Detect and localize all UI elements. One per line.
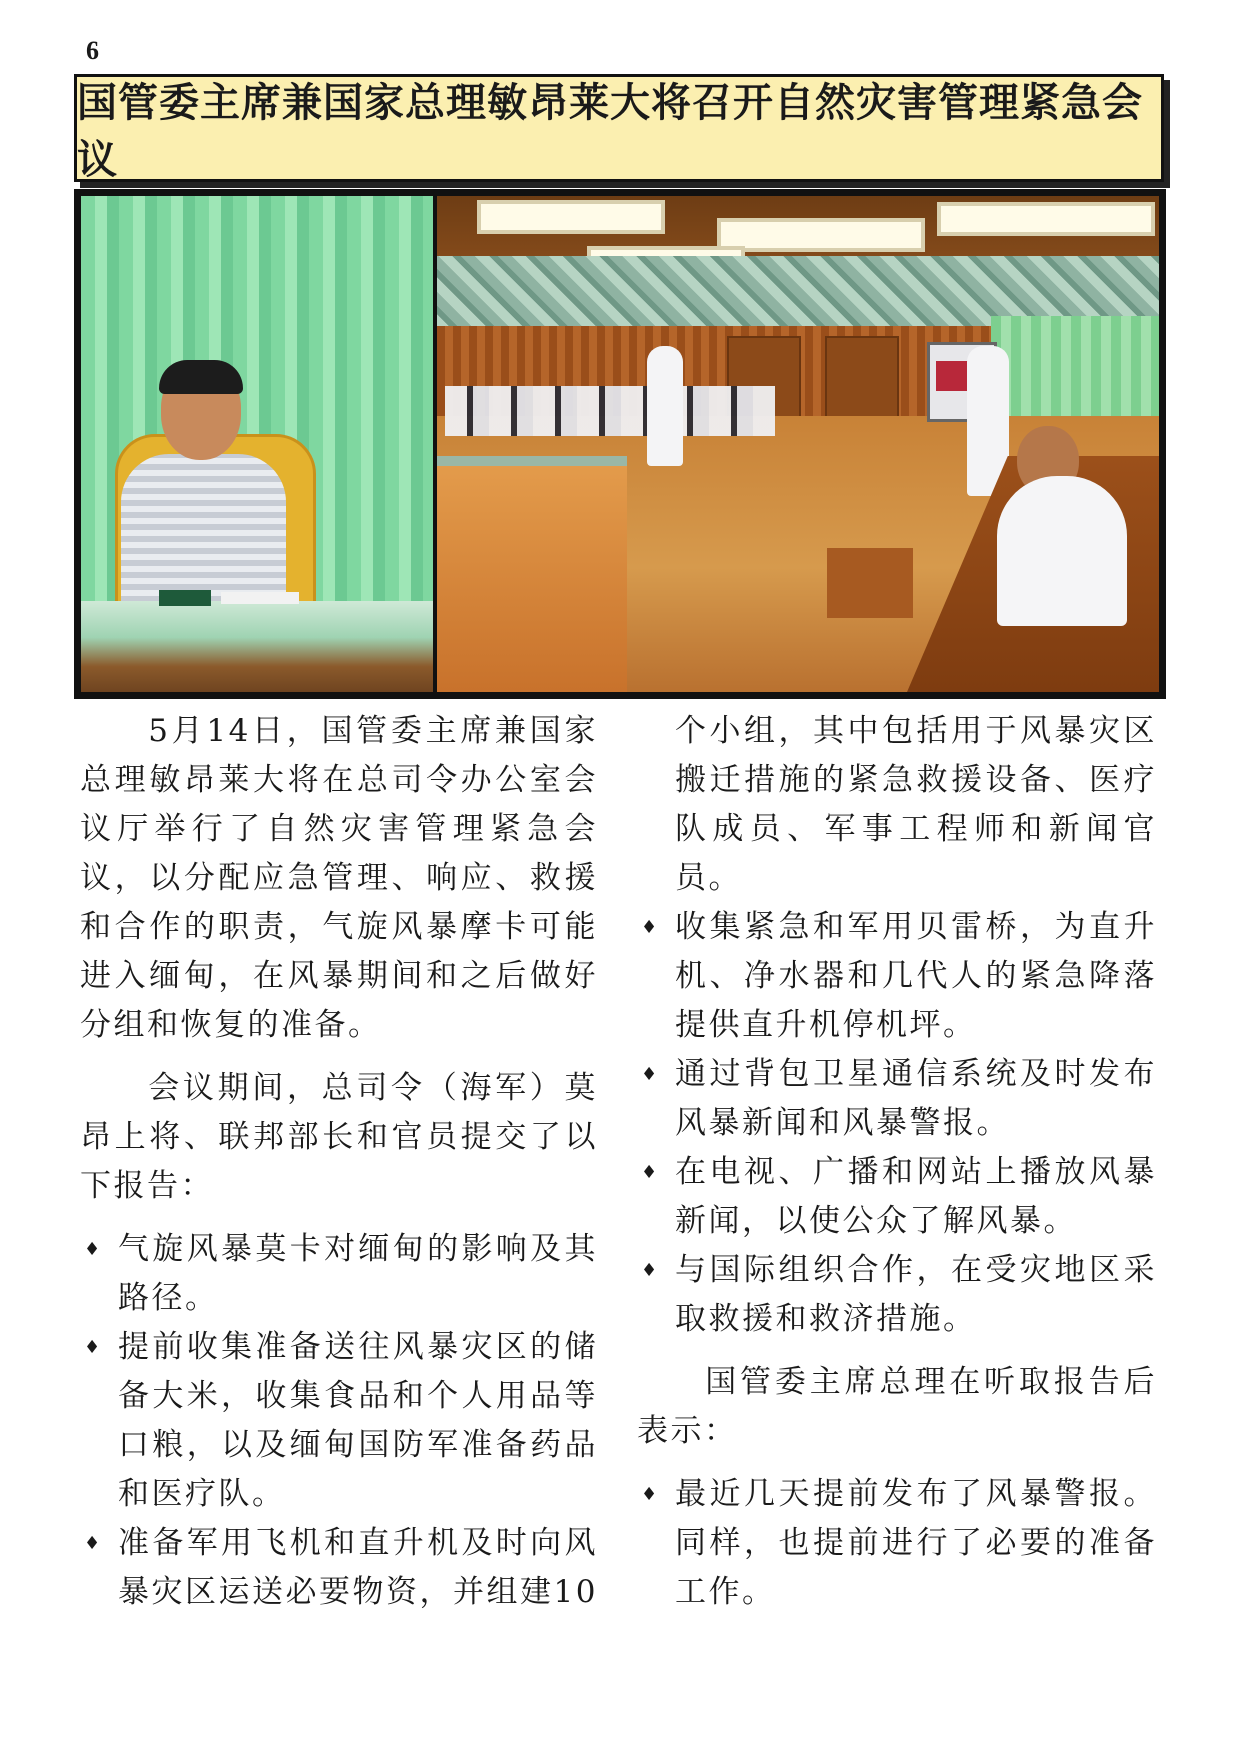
article-right-column (637, 707, 1157, 1617)
bullet-text: 气旋风暴莫卡对缅甸的影响及其路径。 (118, 1231, 598, 1316)
bullet-icon: ♦ (84, 1533, 103, 1554)
bullet-item (80, 1323, 598, 1519)
bullet-icon: ♦ (641, 917, 660, 938)
paragraph: 5月14日，国管委主席兼国家总理敏昂莱大将在总司令办公室会议厅举行了自然灾害管理紧急会议，以分配应急管理、响应、救援和合作的职责，气旋风暴摩卡可能进入缅甸，在风暴期间和之后做好分组和恢复的准备。 (80, 713, 598, 1043)
bullet-text: 在电视、广播和网站上播放风暴新闻，以使公众了解风暴。 (675, 1154, 1157, 1239)
foreground-attendee (997, 476, 1127, 626)
ceiling-light (477, 200, 665, 234)
article-left-column (80, 707, 598, 1617)
bullet-text: 通过背包卫星通信系统及时发布风暴新闻和风暴警报。 (675, 1056, 1157, 1141)
bullet-text: 与国际组织合作，在受灾地区采取救援和救济措施。 (675, 1252, 1157, 1337)
bullet-item (637, 1246, 1157, 1344)
bullet-item (80, 1225, 598, 1323)
page-number: 6 (86, 36, 99, 65)
portrait-papers (221, 592, 299, 604)
standing-official (647, 346, 683, 466)
bullet-item (80, 1519, 598, 1617)
bullet-icon: ♦ (641, 1484, 660, 1505)
ceiling-light (717, 218, 925, 252)
paragraph: 会议期间，总司令（海军）莫昂上将、联邦部长和官员提交了以下报告： (80, 1070, 598, 1204)
portrait-folder (159, 590, 211, 606)
portrait-desk (81, 601, 433, 692)
meeting-room-photo (437, 196, 1159, 692)
bullet-item (637, 1148, 1157, 1246)
headline-box (74, 74, 1164, 182)
bullet-continuation: 个小组，其中包括用于风暴灾区搬迁措施的紧急救援设备、医疗队成员、军事工程师和新闻官员。 (675, 713, 1157, 896)
bullet-item (637, 1470, 1157, 1617)
front-desk (437, 456, 627, 692)
bullet-text: 最近几天提前发布了风暴警报。同样，也提前进行了必要的准备工作。 (675, 1476, 1157, 1610)
portrait-photo (81, 196, 433, 692)
bullet-icon: ♦ (84, 1239, 103, 1260)
paragraph: 国管委主席总理在听取报告后表示： (637, 1364, 1157, 1449)
green-curtain (991, 316, 1159, 426)
bullet-text: 提前收集准备送往风暴灾区的储备大米，收集食品和个人用品等口粮，以及缅甸国防军准备药品和医疗队。 (118, 1329, 598, 1512)
photo-strip (74, 189, 1166, 699)
bullet-icon: ♦ (84, 1337, 103, 1358)
bullet-text: 准备军用飞机和直升机及时向风暴灾区运送必要物资，并组建10 (118, 1525, 598, 1610)
bullet-item (637, 903, 1157, 1050)
bullet-item (637, 1050, 1157, 1148)
bullet-icon: ♦ (641, 1064, 660, 1085)
bullet-text: 收集紧急和军用贝雷桥，为直升机、净水器和几代人的紧急降落提供直升机停机坪。 (675, 909, 1157, 1043)
side-table (827, 548, 913, 618)
seated-attendees (445, 386, 775, 436)
headline: 国管委主席兼国家总理敏昂莱大将召开自然灾害管理紧急会议 (77, 80, 1143, 183)
portrait-hair (159, 360, 243, 394)
bullet-icon: ♦ (641, 1162, 660, 1183)
ceiling-light (937, 202, 1155, 236)
bullet-icon: ♦ (641, 1260, 660, 1281)
